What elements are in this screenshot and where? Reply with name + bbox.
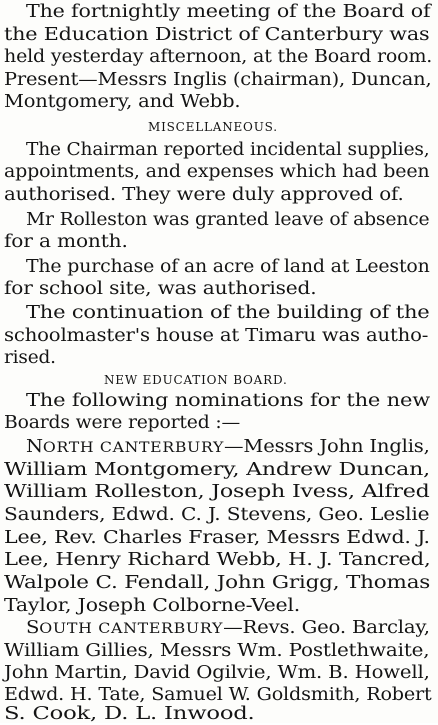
text-line: William Montgomery, Andrew Duncan, (4, 460, 430, 480)
text-line: Taylor, Joseph Colborne-Veel. (4, 596, 301, 616)
text-line: schoolmaster's house at Timaru was autho- (4, 326, 429, 346)
text-line: The purchase of an acre of land at Leeston (26, 257, 430, 277)
text-line: the Education District of Canterbury was (4, 25, 430, 45)
text-line: held yesterday afternoon, at the Board room. (4, 47, 433, 67)
text-line: Edwd. H. Tate, Samuel W. Goldsmith, Robert (4, 685, 432, 705)
text-line: rised. (4, 348, 56, 368)
text-line: The continuation of the building of the (26, 303, 430, 323)
text-line: for a month. (4, 232, 128, 252)
text-line: Present—Messrs Inglis (chairman), Duncan, (4, 70, 432, 90)
text-line: SOUTH CANTERBURY—Revs. Geo. Barclay, (26, 618, 430, 638)
text-line: Lee, Rev. Charles Fraser, Messrs Edwd. J. (4, 528, 430, 548)
text-line: Saunders, Edwd. C. J. Stevens, Geo. Leslie (4, 505, 430, 525)
text-line: Lee, Henry Richard Webb, H. J. Tancred, (4, 550, 431, 570)
section-heading: NEW EDUCATION BOARD. (104, 373, 288, 387)
region-label: NORTH CANTERBURY (26, 437, 225, 457)
section-heading: MISCELLANEOUS. (148, 120, 278, 134)
text-line: The fortnightly meeting of the Board of (26, 2, 431, 22)
text-line: Walpole C. Fendall, John Grigg, Thomas (4, 573, 431, 593)
text-line: authorised. They were duly approved of. (4, 185, 404, 205)
text-line: John Martin, David Ogilvie, Wm. B. Howell, (4, 663, 430, 683)
text-line: The following nominations for the new (26, 391, 430, 411)
text-line: appointments, and expenses which had been (4, 162, 430, 182)
text-line: William Rolleston, Joseph Ivess, Alfred (4, 482, 430, 502)
text-line: William Gillies, Messrs Wm. Postlethwaite, (4, 641, 430, 661)
region-label: SOUTH CANTERBURY (26, 618, 224, 638)
text-line: S. Cook, D. L. Inwood. (4, 704, 255, 724)
text-line: Boards were reported :— (4, 413, 241, 433)
text-line: The Chairman reported incidental supplies, (26, 140, 430, 160)
text-line: NORTH CANTERBURY—Messrs John Inglis, (26, 437, 430, 457)
text-line: Montgomery, and Webb. (4, 92, 241, 112)
text-line: Mr Rolleston was granted leave of absence (26, 210, 430, 230)
text-line: for school site, was authorised. (4, 279, 317, 299)
